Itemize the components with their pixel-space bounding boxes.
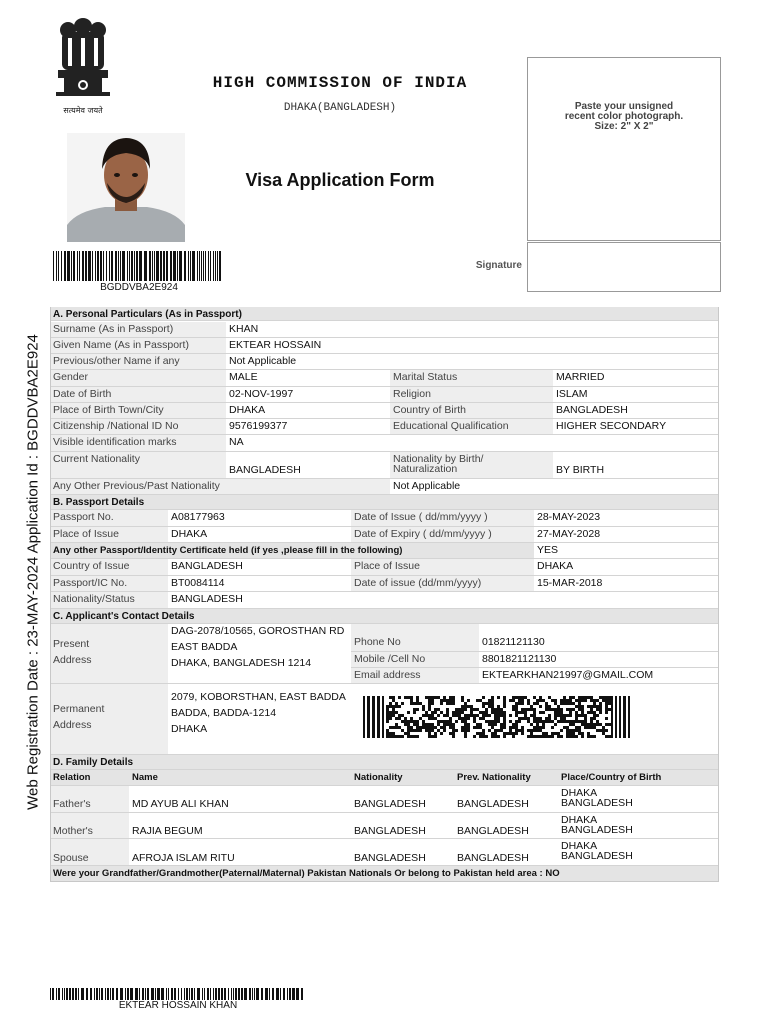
ic-issue-value: 15-MAR-2018 xyxy=(534,576,719,592)
national-emblem-icon xyxy=(48,12,118,122)
current-nationality-value: BANGLADESH xyxy=(226,452,390,479)
given-name-label: Given Name (As in Passport) xyxy=(50,338,226,354)
family-row-nationality: BANGLADESH xyxy=(351,786,454,813)
nationality-by-value: BY BIRTH xyxy=(553,452,719,479)
section-a-header: A. Personal Particulars (As in Passport) xyxy=(50,307,719,321)
family-row-name: MD AYUB ALI KHAN xyxy=(129,786,351,813)
address-label: Address xyxy=(53,654,92,666)
family-col-prev-nationality: Prev. Nationality xyxy=(454,770,558,786)
other-passport-question: Any other Passport/Identity Certificate held (if yes ,please fill in the following) xyxy=(50,543,534,559)
family-col-name: Name xyxy=(129,770,351,786)
permanent-label: Permanent xyxy=(53,703,105,715)
permanent-address-line: 2079, KOBORSTHAN, EAST BADDA xyxy=(171,691,346,703)
country-of-issue-label: Country of Issue xyxy=(50,559,168,576)
form-title: Visa Application Form xyxy=(245,170,435,190)
ic-issue-label: Date of issue (dd/mm/yyyy) xyxy=(351,576,534,592)
signature-box xyxy=(527,242,721,292)
education-value: HIGHER SECONDARY xyxy=(553,419,719,435)
family-col-nationality: Nationality xyxy=(351,770,454,786)
birth-place-country: BANGLADESH xyxy=(561,797,633,809)
other-passport-answer: YES xyxy=(534,543,719,559)
birth-town-label: Place of Birth Town/City xyxy=(50,403,226,419)
family-row-name: RAJIA BEGUM xyxy=(129,813,351,839)
present-address-line: EAST BADDA xyxy=(171,641,238,653)
nationality-status-label: Nationality/Status xyxy=(50,592,168,609)
family-row-prev-nationality: BANGLADESH xyxy=(454,786,558,813)
birth-place-town: DHAKA xyxy=(561,840,598,852)
office-location: DHAKA(BANGLADESH) xyxy=(283,102,397,114)
birth-place-country: BANGLADESH xyxy=(561,850,633,862)
identification-marks-label: Visible identification marks xyxy=(50,435,226,452)
family-row-birth-place xyxy=(558,839,719,866)
current-nationality-label: Current Nationality xyxy=(50,452,226,479)
gender-label: Gender xyxy=(50,370,226,387)
email-label: Email address xyxy=(351,668,479,684)
footer-barcode xyxy=(50,988,306,1000)
marital-status-value: MARRIED xyxy=(553,370,719,387)
family-col-relation: Relation xyxy=(50,770,129,786)
photo-paste-box xyxy=(527,57,721,241)
passport-expiry-label: Date of Expiry ( dd/mm/yyyy ) xyxy=(351,527,534,543)
present-address-label xyxy=(50,624,168,684)
application-form-table xyxy=(50,307,719,882)
phone-value: 01821121130 xyxy=(479,624,719,652)
passport-issue-value: 28-MAY-2023 xyxy=(534,510,719,527)
family-row-name: AFROJA ISLAM RITU xyxy=(129,839,351,866)
passport-no-value: A08177963 xyxy=(168,510,351,527)
ic-no-value: BT0084114 xyxy=(168,576,351,592)
marital-status-label: Marital Status xyxy=(390,370,553,387)
applicant-name-footer: EKTEAR HOSSAIN KHAN xyxy=(118,1000,238,1011)
nationality-status-value: BANGLADESH xyxy=(168,592,719,609)
passport-place-value: DHAKA xyxy=(168,527,351,543)
family-row-prev-nationality: BANGLADESH xyxy=(454,813,558,839)
religion-label: Religion xyxy=(390,387,553,403)
nationality-by-label: Nationality by Birth/ Naturalization xyxy=(390,452,553,479)
contact-barcode xyxy=(363,696,630,738)
religion-value: ISLAM xyxy=(553,387,719,403)
emblem-motto: सत्यमेव जयते xyxy=(63,106,103,115)
address-label: Address xyxy=(53,719,92,731)
permanent-address-line: DHAKA xyxy=(171,723,208,735)
email-value: EKTEARKHAN21997@GMAIL.COM xyxy=(479,668,719,684)
birth-place-country: BANGLADESH xyxy=(561,824,633,836)
family-row-prev-nationality: BANGLADESH xyxy=(454,839,558,866)
family-row-nationality: BANGLADESH xyxy=(351,813,454,839)
applicant-photo xyxy=(67,133,185,242)
surname-value: KHAN xyxy=(226,322,719,338)
birth-town-value: DHAKA xyxy=(226,403,390,419)
country-of-issue-value: BANGLADESH xyxy=(168,559,351,576)
family-col-birth-place: Place/Country of Birth xyxy=(558,770,719,786)
photo-instruction-line: recent color photograph. xyxy=(564,111,684,122)
passport-place-label: Place of Issue xyxy=(50,527,168,543)
gender-value: MALE xyxy=(226,370,390,387)
dob-label: Date of Birth xyxy=(50,387,226,403)
other-nationality-label: Any Other Previous/Past Nationality xyxy=(50,479,390,495)
identification-marks-value: NA xyxy=(226,435,719,452)
family-row-relation: Spouse xyxy=(50,839,129,866)
dob-value: 02-NOV-1997 xyxy=(226,387,390,403)
present-label: Present xyxy=(53,638,90,650)
family-row-birth-place xyxy=(558,813,719,839)
passport-expiry-value: 27-MAY-2028 xyxy=(534,527,719,543)
birth-country-value: BANGLADESH xyxy=(553,403,719,419)
phone-label: Phone No xyxy=(351,624,479,652)
permanent-address-line: BADDA, BADDA-1214 xyxy=(171,707,277,719)
national-id-value: 9576199377 xyxy=(226,419,390,435)
mobile-value: 8801821121130 xyxy=(479,652,719,668)
application-id-text: BGDDVBA2E924 xyxy=(100,282,178,293)
birth-country-label: Country of Birth xyxy=(390,403,553,419)
office-title: HIGH COMMISSION OF INDIA xyxy=(212,74,468,92)
national-id-label: Citizenship /National ID No xyxy=(50,419,226,435)
pakistan-question: Were your Grandfather/Grandmother(Paternal/Maternal) Pakistan Nationals Or belong to Pakistan held area : NO xyxy=(50,866,719,882)
passport-no-label: Passport No. xyxy=(50,510,168,527)
signature-label: Signature xyxy=(475,260,522,271)
surname-label: Surname (As in Passport) xyxy=(50,322,226,338)
previous-name-value: Not Applicable xyxy=(226,354,719,370)
present-address-line: DHAKA, BANGLADESH 1214 xyxy=(171,657,312,669)
present-address-line: DAG-2078/10565, GOROSTHAN RD xyxy=(171,625,345,637)
place-of-issue-label: Place of Issue xyxy=(351,559,534,576)
education-label: Educational Qualification xyxy=(390,419,553,435)
given-name-value: EKTEAR HOSSAIN xyxy=(226,338,719,354)
other-nationality-value: Not Applicable xyxy=(390,479,719,495)
passport-issue-label: Date of Issue ( dd/mm/yyyy ) xyxy=(351,510,534,527)
family-row-relation: Father's xyxy=(50,786,129,813)
section-d-header: D. Family Details xyxy=(50,755,719,770)
previous-name-label: Previous/other Name if any xyxy=(50,354,226,370)
birth-place-town: DHAKA xyxy=(561,814,598,826)
present-address-value xyxy=(168,624,351,684)
birth-place-town: DHAKA xyxy=(561,787,598,799)
mobile-label: Mobile /Cell No xyxy=(351,652,479,668)
ic-no-label: Passport/IC No. xyxy=(50,576,168,592)
section-b-header: B. Passport Details xyxy=(50,495,719,510)
family-row-birth-place xyxy=(558,786,719,813)
permanent-address-label xyxy=(50,684,168,755)
photo-instruction-line: Paste your unsigned xyxy=(574,101,674,112)
family-row-relation: Mother's xyxy=(50,813,129,839)
permanent-address-value xyxy=(168,684,351,755)
section-c-header: C. Applicant's Contact Details xyxy=(50,609,719,624)
registration-side-text: Web Registration Date : 23-MAY-2024 Application Id : BGDDVBA2E924 xyxy=(24,334,42,810)
application-barcode xyxy=(53,251,225,281)
photo-instruction-line: Size: 2" X 2" xyxy=(594,121,654,132)
family-row-nationality: BANGLADESH xyxy=(351,839,454,866)
place-of-issue-value: DHAKA xyxy=(534,559,719,576)
